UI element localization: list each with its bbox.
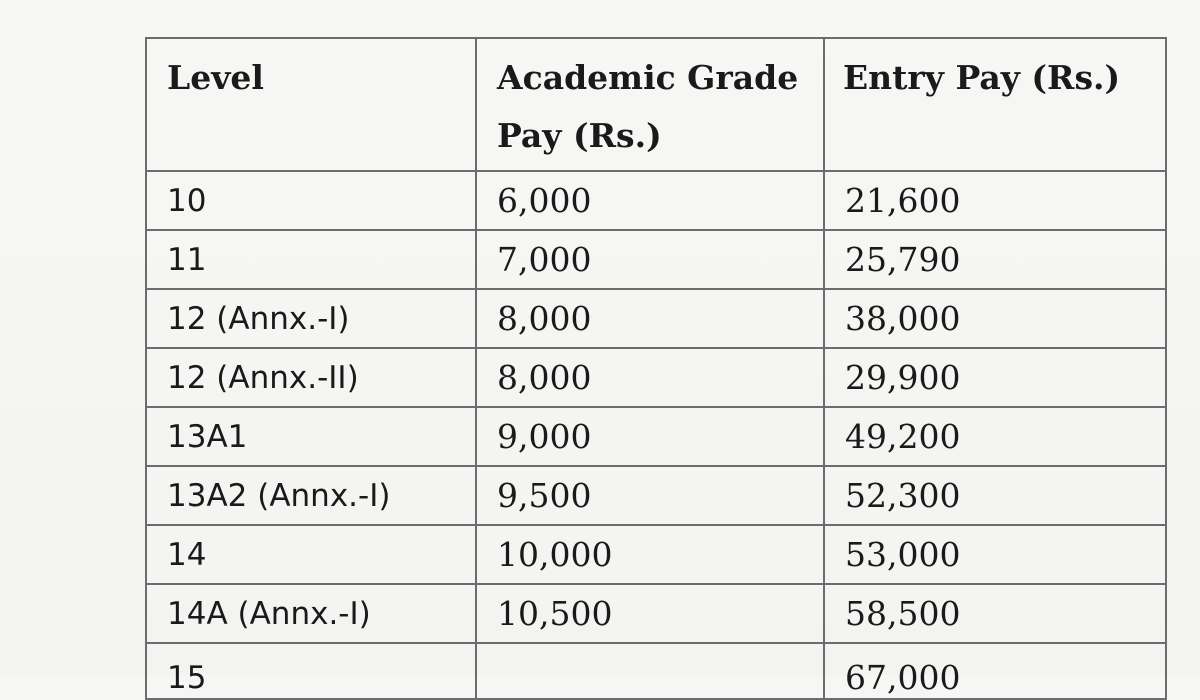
cell-grade-pay: 8,000: [476, 289, 824, 348]
cell-entry-pay: [824, 643, 1166, 699]
table-row: [146, 584, 1166, 643]
table-row: [146, 407, 1166, 466]
cell-grade-pay: 6,000: [476, 171, 824, 230]
cell-entry-pay: 21,600: [824, 171, 1166, 230]
cell-grade-pay: 8,000: [476, 348, 824, 407]
header-grade-pay: Academic Grade Pay (Rs.): [476, 38, 824, 171]
cell-level-text: 15: [167, 660, 207, 696]
cell-entry-pay: 53,000: [824, 525, 1166, 584]
cell-entry-pay: 49,200: [824, 407, 1166, 466]
table-row: [146, 289, 1166, 348]
cell-level: [146, 643, 476, 699]
table-row: [146, 466, 1166, 525]
cell-grade-pay: 10,000: [476, 525, 824, 584]
cell-level: 13A1: [146, 407, 476, 466]
cell-level: 11: [146, 230, 476, 289]
cell-grade-pay: 10,500: [476, 584, 824, 643]
cell-level: 12 (Annx.-II): [146, 348, 476, 407]
cell-entry-pay: 52,300: [824, 466, 1166, 525]
cell-entry-pay: 58,500: [824, 584, 1166, 643]
cell-level: 14: [146, 525, 476, 584]
cell-entry-pay: 25,790: [824, 230, 1166, 289]
table-row-cropped: [146, 643, 1166, 699]
pay-scale-table: [145, 37, 1167, 700]
table-row: [146, 230, 1166, 289]
cell-grade-pay: 7,000: [476, 230, 824, 289]
cell-entry-pay: 29,900: [824, 348, 1166, 407]
cell-grade-pay: 9,000: [476, 407, 824, 466]
header-entry-pay: Entry Pay (Rs.): [824, 38, 1166, 171]
table-row: [146, 525, 1166, 584]
cell-grade-pay: 9,500: [476, 466, 824, 525]
table-row: [146, 348, 1166, 407]
table-header-row: [146, 38, 1166, 171]
cell-grade-pay: [476, 643, 824, 699]
cell-level: 12 (Annx.-I): [146, 289, 476, 348]
cell-entry-pay-text: 67,000: [845, 658, 961, 697]
table-row: [146, 171, 1166, 230]
cell-level: 13A2 (Annx.-I): [146, 466, 476, 525]
header-level: Level: [146, 38, 476, 171]
cell-entry-pay: 38,000: [824, 289, 1166, 348]
cell-level: 14A (Annx.-I): [146, 584, 476, 643]
cell-level: 10: [146, 171, 476, 230]
